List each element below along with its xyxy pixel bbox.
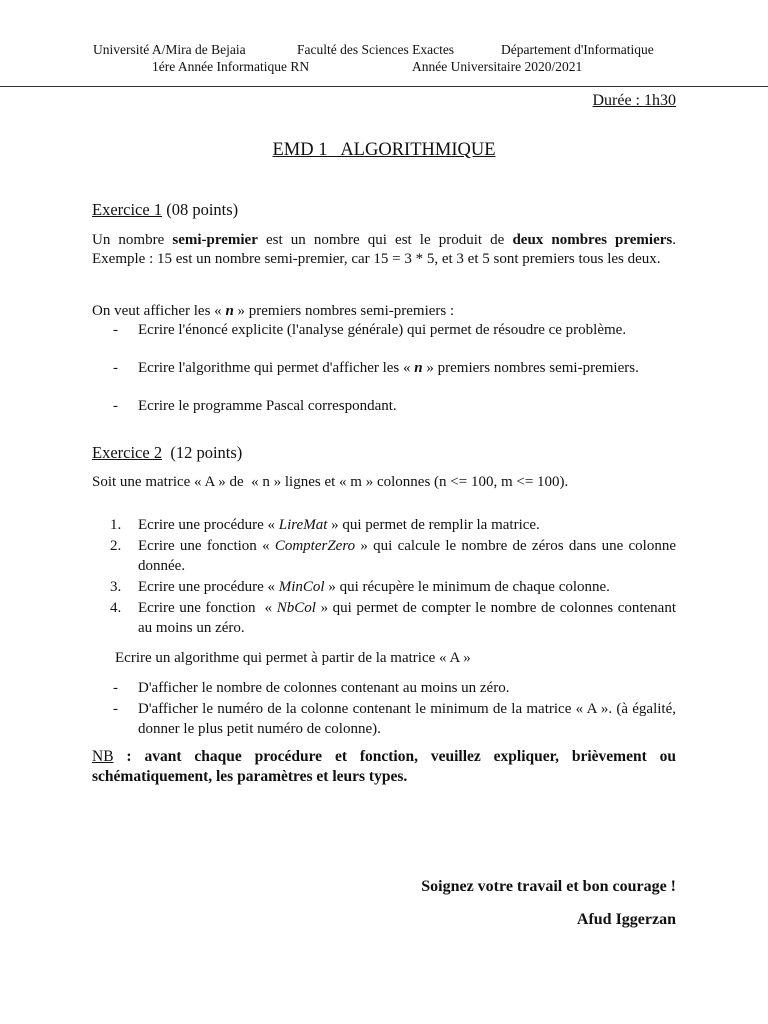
ex1-points: (08 points): [162, 200, 239, 219]
faculty-name: Faculté des Sciences Exactes: [297, 42, 455, 57]
ex1-term-two-primes: deux nombres premiers: [512, 232, 673, 248]
ex2-question-2: [138, 536, 676, 576]
ex2-question-1: [138, 515, 676, 535]
ex2-display-2: D'afficher le numéro de la colonne contenant le minimum de la matrice « A ». (à égalité, donner le plus petit numéro de colonne).: [138, 701, 676, 737]
nb-note: [92, 747, 676, 787]
ex1-text: est un nombre qui est le produit de: [257, 232, 513, 248]
q-text: Ecrire une procédure «: [138, 579, 279, 595]
nb-text: : avant chaque procédure et fonction, veuillez expliquer, brièvement ou schématiquement, les paramètres et leurs types.: [92, 748, 676, 785]
func-name-compterzero: CompterZero: [274, 538, 356, 554]
ex2-points: (12 points): [162, 443, 243, 462]
ex1-text: Un nombre: [92, 232, 173, 248]
closing-wish: Soignez votre travail et bon courage !: [421, 878, 676, 895]
university-name: Université A/Mira de Bejaia: [93, 42, 246, 57]
q-text: Ecrire une procédure «: [138, 517, 279, 533]
closing-signature: Afud Iggerzan: [576, 911, 676, 928]
ex2-intro: Soit une matrice « A » de « n » lignes et « m » colonnes (n <= 100, m <= 100).: [92, 474, 569, 490]
ex1-term-semi-premier: semi-premier: [172, 232, 258, 248]
ex1-n: n: [414, 360, 423, 376]
ex1-item-2-text: » premiers nombres semi-premiers.: [422, 360, 639, 376]
proc-name-liremat: LireMat: [278, 517, 328, 533]
ex1-task-text: » premiers nombres semi-premiers :: [233, 303, 455, 319]
q-text: Ecrire une fonction «: [138, 538, 275, 554]
ex1-task-text: On veut afficher les «: [92, 303, 226, 319]
func-name-nbcol: NbCol: [276, 600, 316, 616]
ex1-item-2-text: Ecrire l'algorithme qui permet d'afficher les «: [138, 360, 415, 376]
header-divider: [0, 86, 768, 87]
q-number: 3.: [110, 579, 122, 595]
q-text: » qui permet de compter le nombre de colonnes contenant au moins un zéro.: [138, 600, 676, 636]
q-text: Ecrire une fonction «: [138, 600, 277, 616]
ex1-item-3: Ecrire le programme Pascal correspondant.: [138, 398, 397, 414]
bullet-dash: -: [113, 701, 118, 717]
ex2-question-4: [138, 598, 676, 638]
bullet-dash: -: [113, 322, 118, 338]
department-name: Département d'Informatique: [501, 42, 654, 57]
q-text: » qui calcule le nombre de zéros dans une colonne donnée.: [138, 538, 676, 574]
ex1-definition: [92, 231, 676, 269]
bullet-dash: -: [113, 680, 118, 696]
ex1-task: [92, 302, 454, 321]
q-text: » qui récupère le minimum de chaque colonne.: [324, 579, 610, 595]
q-number: 1.: [110, 517, 122, 533]
proc-name-mincol: MinCol: [278, 579, 325, 595]
ex1-item-2: [138, 358, 676, 378]
ex1-heading: Exercice 1: [92, 200, 163, 219]
ex2-algorithm-task: Ecrire un algorithme qui permet à partir de la matrice « A »: [115, 650, 471, 666]
ex2-heading-line: [92, 443, 242, 463]
duration: Durée : 1h30: [592, 92, 676, 109]
nb-label: NB: [92, 748, 114, 765]
ex2-heading: Exercice 2: [92, 443, 163, 462]
q-number: 2.: [110, 538, 122, 554]
q-number: 4.: [110, 600, 122, 616]
ex1-heading-line: [92, 200, 238, 220]
exam-title: EMD 1 ALGORITHMIQUE: [272, 140, 496, 160]
bullet-dash: -: [113, 398, 118, 414]
ex1-item-1: Ecrire l'énoncé explicite (l'analyse générale) qui permet de résoudre ce problème.: [138, 322, 627, 338]
ex1-n: n: [225, 303, 234, 319]
academic-year: Année Universitaire 2020/2021: [412, 59, 583, 74]
bullet-dash: -: [113, 360, 118, 376]
ex1-text: . Exemple : 15 est un nombre semi-premier, car 15 = 3 * 5, et 3 et 5 sont premiers tous les deux.: [92, 232, 676, 267]
ex2-question-3: [138, 577, 676, 597]
q-text: » qui permet de remplir la matrice.: [327, 517, 540, 533]
ex2-display-1: D'afficher le nombre de colonnes contenant au moins un zéro.: [138, 680, 510, 696]
year-level: 1ére Année Informatique RN: [152, 59, 310, 74]
